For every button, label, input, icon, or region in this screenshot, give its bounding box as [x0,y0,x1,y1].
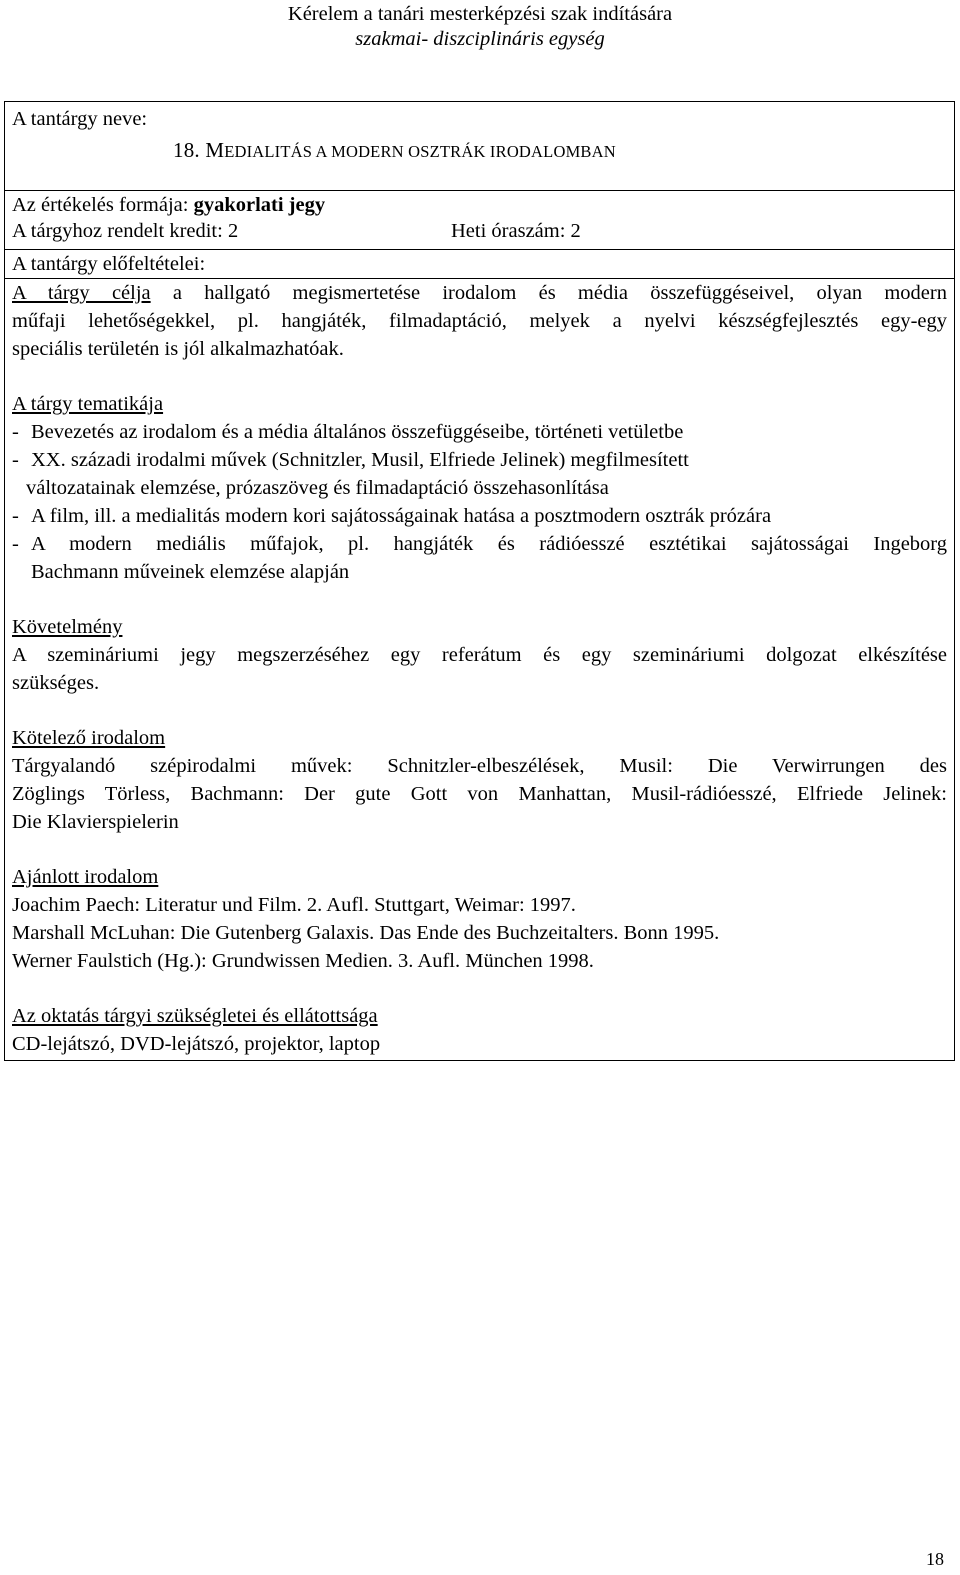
content-row [5,279,955,1061]
dash-bullet: - [12,533,19,555]
subject-title-rest: EDIALITÁS A MODERN OSZTRÁK IRODALOMBAN [224,142,616,161]
required-reading-line-3: Die Klavierspielerin [12,811,179,833]
header-title: Kérelem a tanári mesterképzési szak indítására [287,3,673,25]
subject-title [12,136,947,166]
dash-bullet: - [12,505,19,527]
requirement-line-1: A szemináriumi jegy megszerzéséhez egy referátum és egy szemináriumi dolgozat elkészítése [12,644,947,666]
weekly-hours-value: 2 [570,220,581,242]
evaluation-form-label: Az értékelés formája: [12,194,189,216]
goal-line-1 [12,279,947,307]
credit-value: 2 [227,220,239,242]
subject-number: 18. [173,138,200,162]
recommended-reading-label: Ajánlott irodalom [12,866,159,888]
topic-item [12,530,947,586]
topic-item [12,502,947,530]
topic-item [12,418,947,446]
requirement-label: Követelmény [12,616,123,638]
topic-line: XX. századi irodalmi művek (Schnitzler, Musil, Elfriede Jelinek) megfilmesített [31,449,689,471]
header-subtitle: szakmai- diszciplináris egység [355,28,605,50]
goal-line-3: speciális területén is jól alkalmazhatóak. [12,338,344,360]
equipment-label: Az oktatás tárgyi szükségletei és ellátottsága [12,1005,378,1027]
prerequisites-row [5,250,955,279]
topic-line: változatainak elemzése, prózaszöveg és filmadaptáció összehasonlítása [26,477,609,499]
equipment-value: CD-lejátszó, DVD-lejátszó, projektor, laptop [12,1033,381,1055]
topic-line: Bachmann műveinek elemzése alapján [31,561,350,583]
topics-label: A tárgy tematikája [12,393,164,415]
subject-name-row [5,102,955,191]
goal-text-1: a hallgató megismertetése irodalom és média összefüggéseivel, olyan modern [150,282,947,304]
evaluation-form [12,191,947,217]
dash-bullet: - [12,421,19,443]
evaluation-row [5,191,955,250]
credit-line [12,217,947,243]
subject-name-label: A tantárgy neve: [12,108,148,130]
weekly-hours-label: Heti óraszám: [451,220,566,242]
goal-line-2: műfaji lehetőségekkel, pl. hangjáték, filmadaptáció, melyek a nyelvi készségfejlesztés egy-egy [12,310,947,332]
topic-line: A film, ill. a medialitás modern kori sajátosságainak hatása a posztmodern osztrák prózára [31,505,772,527]
topic-item [12,446,947,502]
dash-bullet: - [12,449,19,471]
evaluation-form-value: gyakorlati jegy [193,194,326,216]
required-reading-line-2: Zöglings Törless, Bachmann: Der gute Gott von Manhattan, Musil-rádióesszé, Elfriede Jelinek: [12,783,947,805]
required-reading-label: Kötelező irodalom [12,727,166,749]
topic-line: A modern mediális műfajok, pl. hangjáték és rádióesszé esztétikai sajátosságai Ingeborg [31,533,947,555]
topic-line: Bevezetés az irodalom és a média általános összefüggéseibe, történeti vetületbe [31,421,684,443]
recommended-reading-item: Werner Faulstich (Hg.): Grundwissen Medien. 3. Aufl. München 1998. [12,950,594,972]
subject-form [4,101,955,1061]
goal-label: A tárgy célja [12,282,151,304]
recommended-reading-item: Joachim Paech: Literatur und Film. 2. Aufl. Stuttgart, Weimar: 1997. [12,894,576,916]
recommended-reading-item: Marshall McLuhan: Die Gutenberg Galaxis. Das Ende des Buchzeitalters. Bonn 1995. [12,922,720,944]
prerequisites-label: A tantárgy előfeltételei: [12,253,206,275]
weekly-hours [451,217,581,245]
subject-title-initial: M [205,138,225,162]
required-reading-line-1: Tárgyalandó szépirodalmi művek: Schnitzler-elbeszélések, Musil: Die Verwirrungen des [12,755,947,777]
page-number: 18 [926,1549,944,1569]
credit-label: A tárgyhoz rendelt kredit: [12,220,223,242]
requirement-line-2: szükséges. [12,672,100,694]
